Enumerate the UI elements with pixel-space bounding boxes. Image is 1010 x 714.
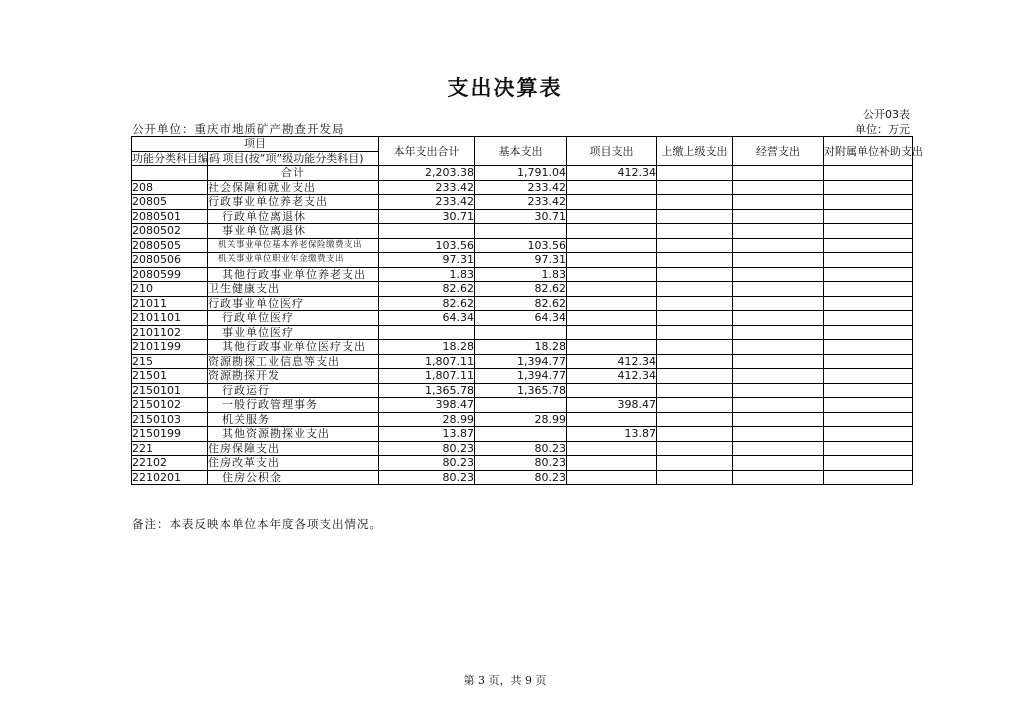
cell-basic: 18.28 <box>475 340 567 355</box>
cell-subsidiary <box>824 180 913 195</box>
cell-project <box>567 267 657 282</box>
table-row <box>132 340 913 355</box>
cell-operating <box>733 282 824 297</box>
cell-project <box>567 383 657 398</box>
cell-name: 资源勘探工业信息等支出 <box>208 354 379 369</box>
cell-code: 2150199 <box>132 427 208 442</box>
table-row <box>132 325 913 340</box>
cell-subsidiary <box>824 456 913 471</box>
cell-subsidiary <box>824 296 913 311</box>
cell-operating <box>733 296 824 311</box>
cell-total: 233.42 <box>379 195 475 210</box>
cell-code: 210 <box>132 282 208 297</box>
cell-upper <box>657 412 733 427</box>
cell-total: 30.71 <box>379 209 475 224</box>
table-row <box>132 383 913 398</box>
cell-project: 13.87 <box>567 427 657 442</box>
cell-code: 2150103 <box>132 412 208 427</box>
cell-upper <box>657 267 733 282</box>
cell-operating <box>733 267 824 282</box>
cell-upper <box>657 325 733 340</box>
cell-code: 215 <box>132 354 208 369</box>
cell-total: 97.31 <box>379 253 475 268</box>
cell-subsidiary <box>824 195 913 210</box>
cell-operating <box>733 412 824 427</box>
cell-code: 2150102 <box>132 398 208 413</box>
cell-project <box>567 282 657 297</box>
cell-subsidiary <box>824 427 913 442</box>
cell-code: 2210201 <box>132 470 208 485</box>
page-footer: 第 3 页，共 9 页 <box>463 674 547 687</box>
cell-total: 2,203.38 <box>379 166 475 181</box>
cell-name: 其他行政事业单位医疗支出 <box>208 340 379 355</box>
cell-upper <box>657 398 733 413</box>
cell-upper <box>657 340 733 355</box>
cell-subsidiary <box>824 369 913 384</box>
cell-code: 2101199 <box>132 340 208 355</box>
cell-operating <box>733 195 824 210</box>
header-upper: 上缴上级支出 <box>657 137 733 166</box>
cell-total: 82.62 <box>379 282 475 297</box>
table-note: 备注：本表反映本单位本年度各项支出情况。 <box>132 517 382 531</box>
cell-code: 208 <box>132 180 208 195</box>
cell-project <box>567 441 657 456</box>
cell-subsidiary <box>824 166 913 181</box>
table-row <box>132 238 913 253</box>
table-row <box>132 398 913 413</box>
table-row <box>132 267 913 282</box>
table-row <box>132 369 913 384</box>
table-row <box>132 166 913 181</box>
cell-upper <box>657 209 733 224</box>
cell-basic: 30.71 <box>475 209 567 224</box>
reporting-unit: 公开单位：重庆市地质矿产勘查开发局 <box>132 122 345 136</box>
table-row <box>132 441 913 456</box>
cell-total: 28.99 <box>379 412 475 427</box>
cell-upper <box>657 311 733 326</box>
cell-upper <box>657 456 733 471</box>
cell-operating <box>733 311 824 326</box>
cell-basic: 103.56 <box>475 238 567 253</box>
header-total: 本年支出合计 <box>379 137 475 166</box>
cell-operating <box>733 398 824 413</box>
cell-project <box>567 311 657 326</box>
cell-basic <box>475 224 567 239</box>
cell-basic: 82.62 <box>475 282 567 297</box>
expenditure-table <box>131 136 923 485</box>
cell-basic: 1.83 <box>475 267 567 282</box>
cell-operating <box>733 470 824 485</box>
cell-project <box>567 195 657 210</box>
cell-name: 资源勘探开发 <box>208 369 379 384</box>
cell-code: 2101102 <box>132 325 208 340</box>
cell-subsidiary <box>824 441 913 456</box>
cell-basic <box>475 427 567 442</box>
cell-name: 事业单位离退休 <box>208 224 379 239</box>
header-project: 项目支出 <box>567 137 657 166</box>
cell-subsidiary <box>824 325 913 340</box>
cell-total: 1,365.78 <box>379 383 475 398</box>
cell-name: 事业单位医疗 <box>208 325 379 340</box>
cell-upper <box>657 180 733 195</box>
cell-project <box>567 238 657 253</box>
cell-subsidiary <box>824 412 913 427</box>
cell-code: 21501 <box>132 369 208 384</box>
table-row <box>132 354 913 369</box>
cell-upper <box>657 383 733 398</box>
cell-code: 2150101 <box>132 383 208 398</box>
cell-code: 2080501 <box>132 209 208 224</box>
cell-upper <box>657 427 733 442</box>
cell-operating <box>733 166 824 181</box>
header-code: 功能分类科目编码 <box>132 151 220 165</box>
cell-name: 机关事业单位职业年金缴费支出 <box>208 253 379 268</box>
cell-basic: 1,394.77 <box>475 354 567 369</box>
cell-operating <box>733 253 824 268</box>
cell-basic: 82.62 <box>475 296 567 311</box>
cell-name: 合计 <box>208 166 379 181</box>
cell-code: 2080599 <box>132 267 208 282</box>
cell-basic: 233.42 <box>475 180 567 195</box>
cell-name: 住房公积金 <box>208 470 379 485</box>
cell-code <box>132 166 208 181</box>
cell-basic: 1,394.77 <box>475 369 567 384</box>
cell-operating <box>733 427 824 442</box>
cell-basic: 80.23 <box>475 456 567 471</box>
cell-subsidiary <box>824 267 913 282</box>
cell-code: 22102 <box>132 456 208 471</box>
cell-project <box>567 340 657 355</box>
cell-project <box>567 224 657 239</box>
cell-project <box>567 180 657 195</box>
table-row <box>132 412 913 427</box>
cell-operating <box>733 238 824 253</box>
cell-upper <box>657 441 733 456</box>
cell-subsidiary <box>824 383 913 398</box>
cell-upper <box>657 166 733 181</box>
cell-name: 其他行政事业单位养老支出 <box>208 267 379 282</box>
table-row <box>132 311 913 326</box>
cell-total: 398.47 <box>379 398 475 413</box>
cell-subsidiary <box>824 282 913 297</box>
table-row <box>132 427 913 442</box>
cell-name: 住房改革支出 <box>208 456 379 471</box>
cell-total: 82.62 <box>379 296 475 311</box>
cell-name: 行政运行 <box>208 383 379 398</box>
cell-total: 1,807.11 <box>379 354 475 369</box>
table-row <box>132 456 913 471</box>
cell-project <box>567 296 657 311</box>
cell-code: 2080505 <box>132 238 208 253</box>
header-operating: 经营支出 <box>733 137 824 166</box>
page-title: 支出决算表 <box>447 75 563 100</box>
table-row <box>132 253 913 268</box>
cell-upper <box>657 296 733 311</box>
cell-name: 机关服务 <box>208 412 379 427</box>
table-row <box>132 180 913 195</box>
cell-name: 机关事业单位基本养老保险缴费支出 <box>208 238 379 253</box>
cell-operating <box>733 224 824 239</box>
cell-project <box>567 470 657 485</box>
cell-project <box>567 412 657 427</box>
cell-subsidiary <box>824 354 913 369</box>
cell-name: 住房保障支出 <box>208 441 379 456</box>
table-row <box>132 282 913 297</box>
cell-subsidiary <box>824 238 913 253</box>
cell-operating <box>733 180 824 195</box>
table-row <box>132 224 913 239</box>
table-row <box>132 195 913 210</box>
cell-code: 20805 <box>132 195 208 210</box>
cell-project: 398.47 <box>567 398 657 413</box>
cell-subsidiary <box>824 209 913 224</box>
cell-operating <box>733 354 824 369</box>
cell-project: 412.34 <box>567 369 657 384</box>
cell-operating <box>733 340 824 355</box>
cell-basic: 80.23 <box>475 470 567 485</box>
cell-name: 行政事业单位养老支出 <box>208 195 379 210</box>
cell-total: 64.34 <box>379 311 475 326</box>
cell-basic: 233.42 <box>475 195 567 210</box>
cell-subsidiary <box>824 398 913 413</box>
cell-name: 行政单位医疗 <box>208 311 379 326</box>
cell-upper <box>657 238 733 253</box>
header-name: 项目(按“项”级功能分类科目) <box>208 151 379 166</box>
cell-subsidiary <box>824 224 913 239</box>
cell-total: 233.42 <box>379 180 475 195</box>
header-subsidiary: 对附属单位补助支出 <box>824 137 913 166</box>
cell-basic: 1,365.78 <box>475 383 567 398</box>
cell-operating <box>733 369 824 384</box>
cell-upper <box>657 195 733 210</box>
cell-upper <box>657 369 733 384</box>
currency-unit: 单位：万元 <box>855 123 910 136</box>
cell-basic: 64.34 <box>475 311 567 326</box>
cell-name: 其他资源勘探业支出 <box>208 427 379 442</box>
cell-project <box>567 209 657 224</box>
cell-project <box>567 456 657 471</box>
table-row <box>132 296 913 311</box>
cell-total <box>379 325 475 340</box>
table-row <box>132 209 913 224</box>
cell-total: 1,807.11 <box>379 369 475 384</box>
cell-code: 221 <box>132 441 208 456</box>
table-row <box>132 470 913 485</box>
cell-total: 80.23 <box>379 441 475 456</box>
cell-code: 2101101 <box>132 311 208 326</box>
cell-operating <box>733 441 824 456</box>
cell-subsidiary <box>824 340 913 355</box>
header-basic: 基本支出 <box>475 137 567 166</box>
cell-operating <box>733 209 824 224</box>
cell-name: 行政事业单位医疗 <box>208 296 379 311</box>
cell-upper <box>657 224 733 239</box>
cell-operating <box>733 456 824 471</box>
cell-operating <box>733 325 824 340</box>
cell-total: 80.23 <box>379 456 475 471</box>
cell-code: 2080502 <box>132 224 208 239</box>
header-project-group: 项目 <box>132 137 379 152</box>
cell-name: 卫生健康支出 <box>208 282 379 297</box>
cell-name: 行政单位离退休 <box>208 209 379 224</box>
cell-upper <box>657 253 733 268</box>
cell-project: 412.34 <box>567 166 657 181</box>
cell-code: 21011 <box>132 296 208 311</box>
cell-project <box>567 325 657 340</box>
cell-basic <box>475 398 567 413</box>
cell-basic: 1,791.04 <box>475 166 567 181</box>
cell-upper <box>657 354 733 369</box>
cell-total: 103.56 <box>379 238 475 253</box>
cell-upper <box>657 282 733 297</box>
cell-basic: 28.99 <box>475 412 567 427</box>
cell-total: 80.23 <box>379 470 475 485</box>
cell-total: 1.83 <box>379 267 475 282</box>
cell-upper <box>657 470 733 485</box>
cell-project: 412.34 <box>567 354 657 369</box>
form-number: 公开03表 <box>863 108 910 121</box>
cell-project <box>567 253 657 268</box>
cell-basic <box>475 325 567 340</box>
cell-total: 18.28 <box>379 340 475 355</box>
cell-subsidiary <box>824 253 913 268</box>
cell-subsidiary <box>824 470 913 485</box>
cell-name: 社会保障和就业支出 <box>208 180 379 195</box>
cell-total: 13.87 <box>379 427 475 442</box>
cell-subsidiary <box>824 311 913 326</box>
cell-basic: 97.31 <box>475 253 567 268</box>
cell-total <box>379 224 475 239</box>
cell-name: 一般行政管理事务 <box>208 398 379 413</box>
cell-code: 2080506 <box>132 253 208 268</box>
cell-basic: 80.23 <box>475 441 567 456</box>
cell-operating <box>733 383 824 398</box>
